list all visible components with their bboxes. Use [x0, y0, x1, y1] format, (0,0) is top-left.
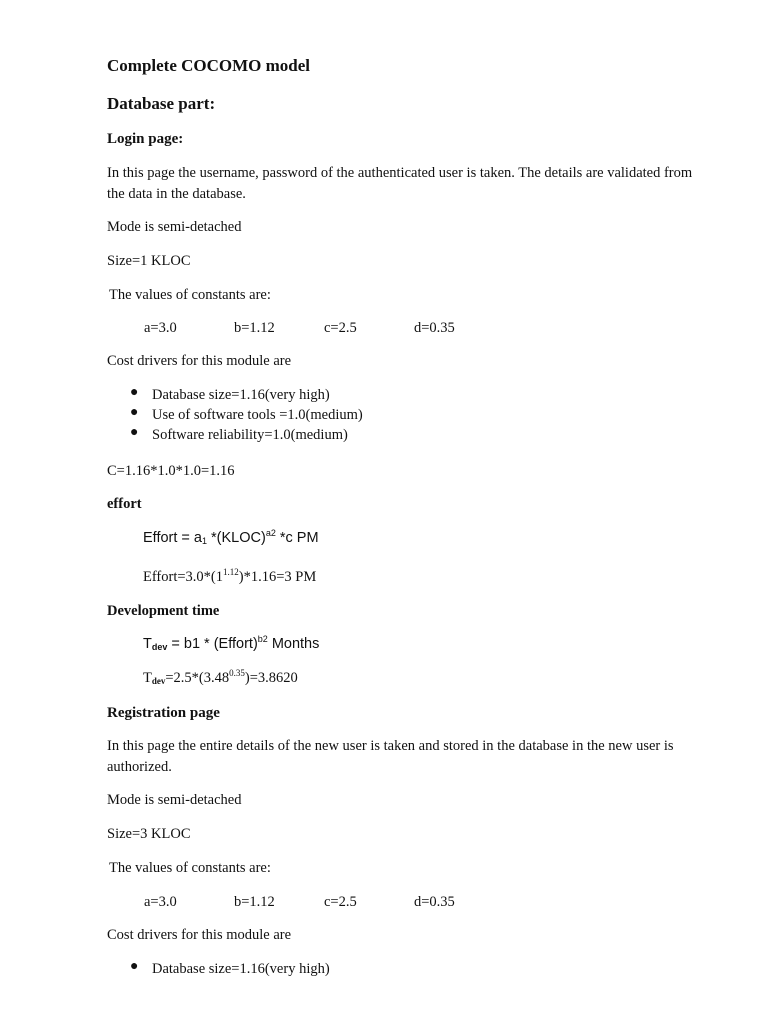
list-item-text: Database size=1.16(very high)	[152, 387, 330, 403]
constant-a: a=3.0	[144, 894, 177, 910]
registration-mode: Mode is semi-detached	[107, 792, 242, 808]
login-cost-drivers-intro: Cost drivers for this module are	[107, 353, 292, 369]
login-size: Size=1 KLOC	[107, 253, 191, 269]
bullet-icon: ●	[130, 959, 139, 974]
registration-constants-intro: The values of constants are:	[109, 860, 271, 876]
login-description: In this page the username, password of the authenticated user is taken. The details are validated from the data in the database.	[107, 165, 693, 202]
list-item-text: Database size=1.16(very high)	[152, 961, 330, 977]
registration-description: In this page the entire details of the new user is taken and stored in the database in the new user is authorized.	[107, 738, 674, 775]
document-title: Complete COCOMO model	[107, 56, 311, 75]
constant-d: d=0.35	[414, 894, 455, 910]
constant-d: d=0.35	[414, 320, 455, 336]
login-mode: Mode is semi-detached	[107, 219, 242, 235]
tdev-formula: $T_{dev} = b1$ * (Effort)$^{b2}$ Months	[143, 634, 320, 652]
development-time-heading: Development time	[107, 603, 220, 619]
constant-a: a=3.0	[144, 320, 177, 336]
constant-c: c=2.5	[324, 320, 357, 336]
bullet-icon: ●	[130, 385, 139, 400]
list-item-text: Software reliability=1.0(medium)	[152, 427, 348, 443]
list-item-text: Use of software tools =1.0(medium)	[152, 407, 363, 423]
section-heading: Database part:	[107, 94, 216, 113]
registration-cost-drivers-intro: Cost drivers for this module are	[107, 927, 292, 943]
constant-b: b=1.12	[234, 320, 275, 336]
c-value: C=1.16*1.0*1.0=1.16	[107, 463, 235, 479]
constant-b: b=1.12	[234, 894, 275, 910]
effort-calculation: $Effort=3.0*(1^{1.12})*1.16=3$ PM	[143, 567, 317, 585]
tdev-calculation: $T_{dev}=2.5*(3.48^{0.35})=3.8620$	[143, 668, 298, 686]
bullet-icon: ●	[130, 425, 139, 440]
registration-heading: Registration page	[107, 705, 220, 721]
effort-formula: Effort = $a_1$ *(KLOC)$^{a2}$ *c PM	[143, 528, 319, 546]
login-heading: Login page:	[107, 131, 184, 147]
constant-c: c=2.5	[324, 894, 357, 910]
registration-size: Size=3 KLOC	[107, 826, 191, 842]
effort-heading: effort	[107, 496, 142, 512]
login-constants-row	[0, 318, 768, 338]
registration-constants-row	[0, 892, 768, 912]
bullet-icon: ●	[130, 405, 139, 420]
login-constants-intro: The values of constants are:	[109, 287, 271, 303]
